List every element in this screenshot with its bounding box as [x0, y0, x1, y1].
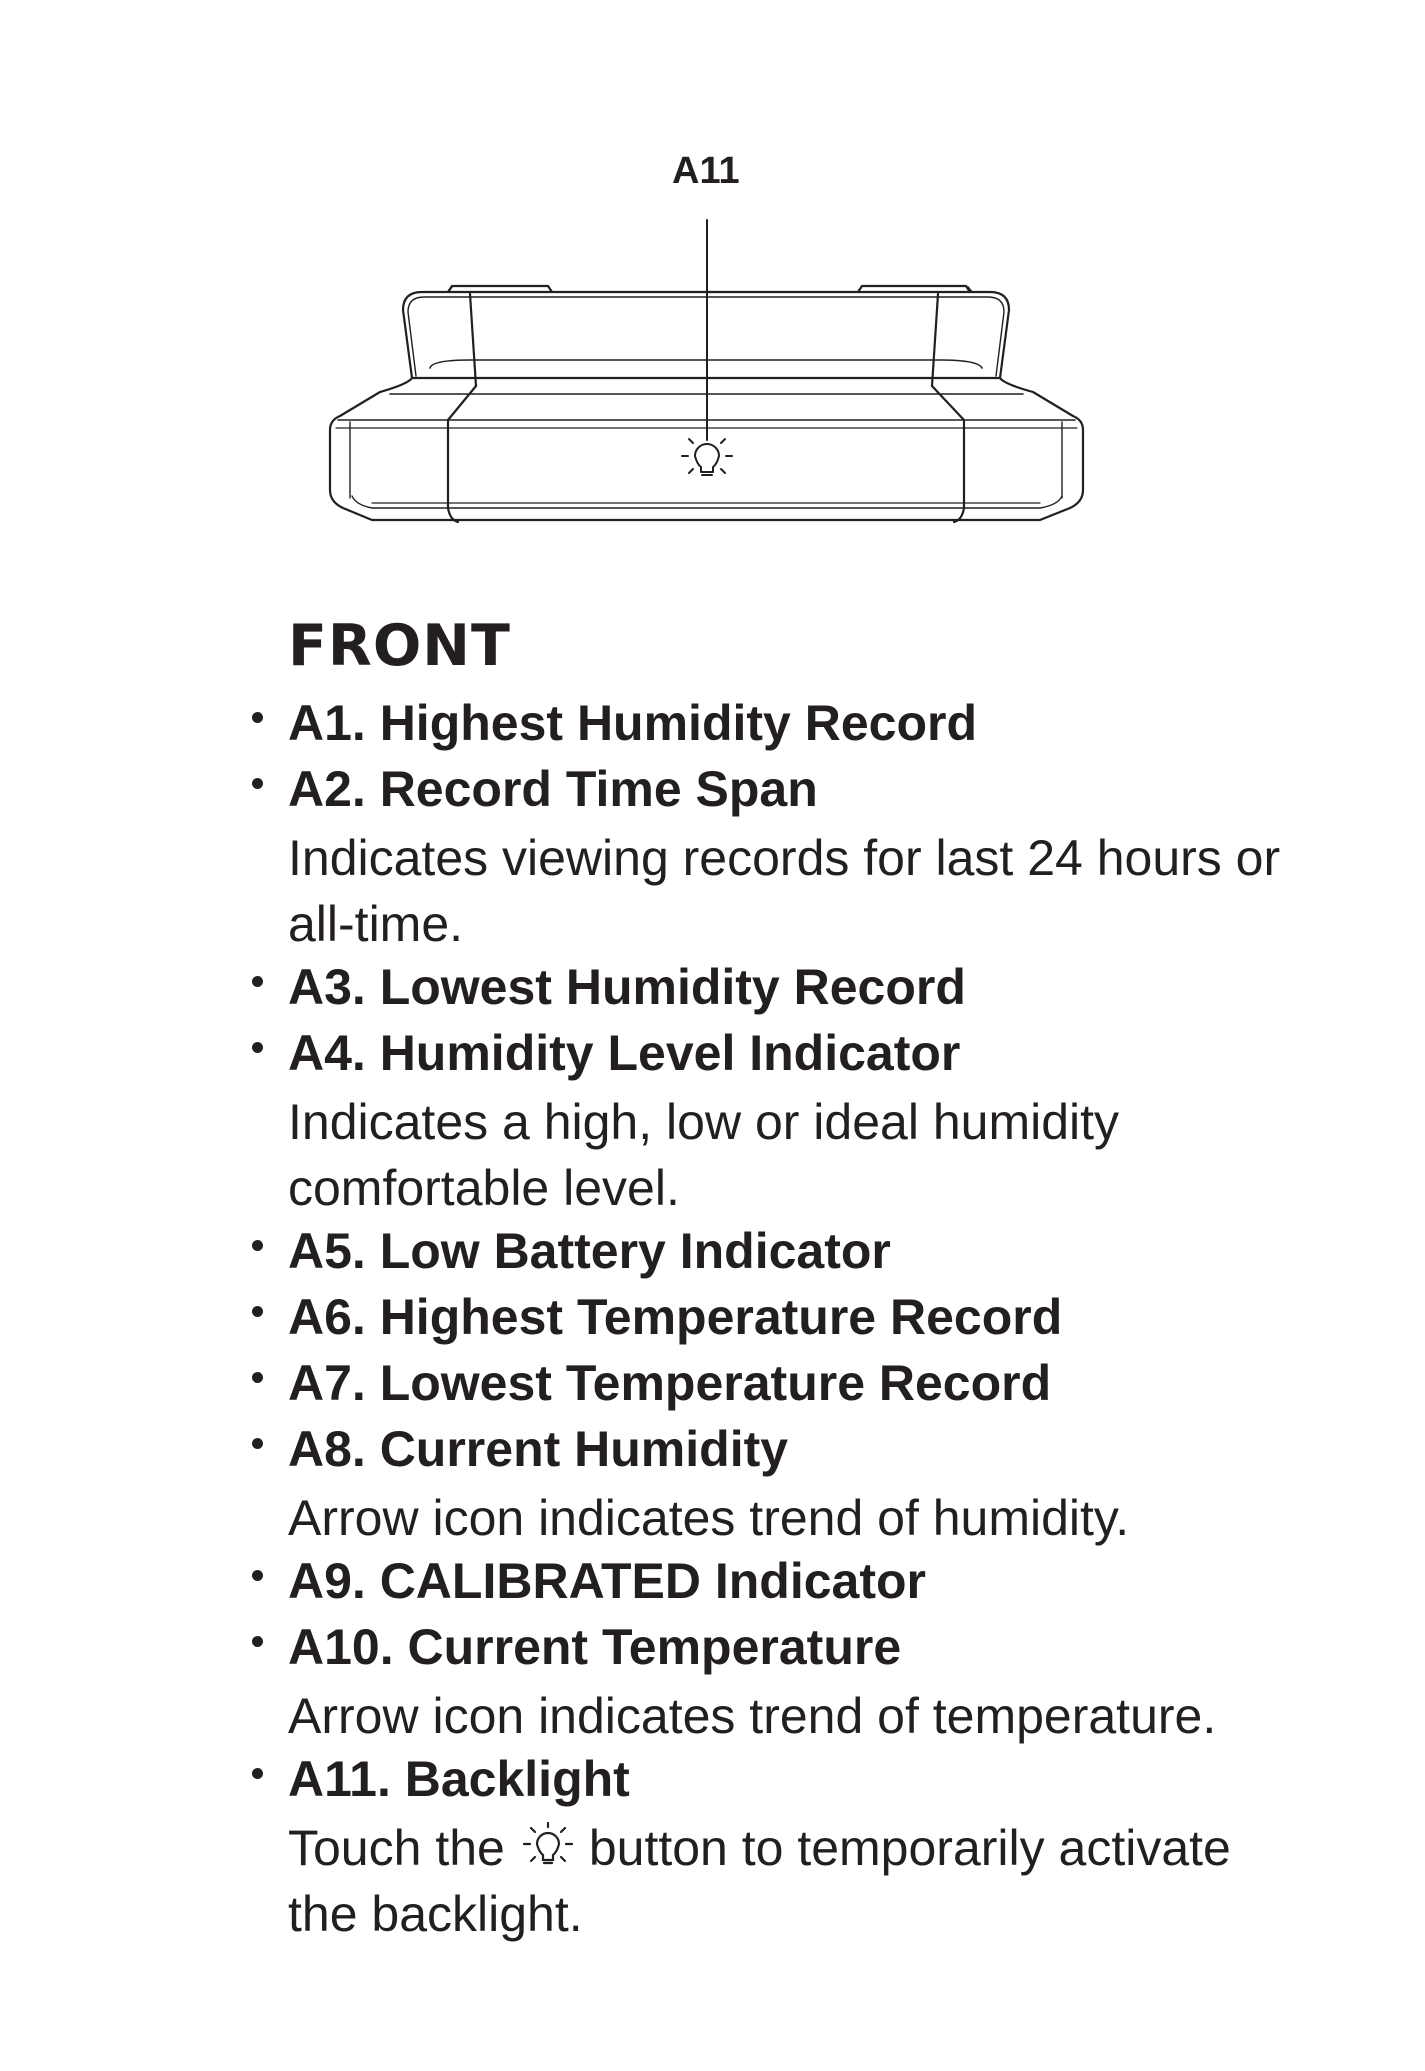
callout-label-a11: A11 [672, 150, 740, 192]
item-title: A4. Humidity Level Indicator [288, 1025, 961, 1081]
backlight-bulb-icon [521, 1821, 575, 1871]
item-description [288, 825, 1368, 957]
bullet [252, 1042, 263, 1053]
device-front-drawing [0, 0, 1425, 580]
item-title: A5. Low Battery Indicator [288, 1223, 891, 1279]
bullet [252, 1372, 263, 1383]
description-line: comfortable level. [288, 1160, 680, 1216]
bullet [252, 1768, 263, 1779]
description-line: the backlight. [288, 1886, 583, 1942]
description-line: Indicates a high, low or ideal humidity [288, 1094, 1120, 1150]
item-title: A6. Highest Temperature Record [288, 1289, 1063, 1345]
item-description [288, 1485, 1368, 1551]
item-description [288, 1815, 1368, 1947]
item-description [288, 1089, 1368, 1221]
item-title: A8. Current Humidity [288, 1421, 789, 1477]
description-line [288, 1815, 1368, 1881]
bullet [252, 1240, 263, 1251]
device-front-figure [0, 0, 1425, 580]
description-text-after-icon: button to temporarily activate [588, 1820, 1231, 1876]
item-title: A1. Highest Humidity Record [288, 695, 977, 751]
item-title: A7. Lowest Temperature Record [288, 1355, 1052, 1411]
bullet [252, 1570, 263, 1581]
bullet [252, 976, 263, 987]
bullet [252, 1636, 263, 1647]
section-title: FRONT [288, 613, 511, 679]
item-title: A11. Backlight [288, 1751, 630, 1807]
description-line: all-time. [288, 896, 464, 952]
bullet [252, 778, 263, 789]
item-title: A10. Current Temperature [288, 1619, 902, 1675]
bullet [252, 712, 263, 723]
description-line: Indicates viewing records for last 24 hours or [288, 830, 1281, 886]
item-title: A9. CALIBRATED Indicator [288, 1553, 926, 1609]
bullet [252, 1438, 263, 1449]
item-title: A2. Record Time Span [288, 761, 818, 817]
description-text-before-icon: Touch the [288, 1820, 505, 1876]
item-description [288, 1683, 1368, 1749]
bullet [252, 1306, 263, 1317]
description-line: Arrow icon indicates trend of temperature. [288, 1688, 1217, 1744]
item-title: A3. Lowest Humidity Record [288, 959, 966, 1015]
description-line: Arrow icon indicates trend of humidity. [288, 1490, 1130, 1546]
